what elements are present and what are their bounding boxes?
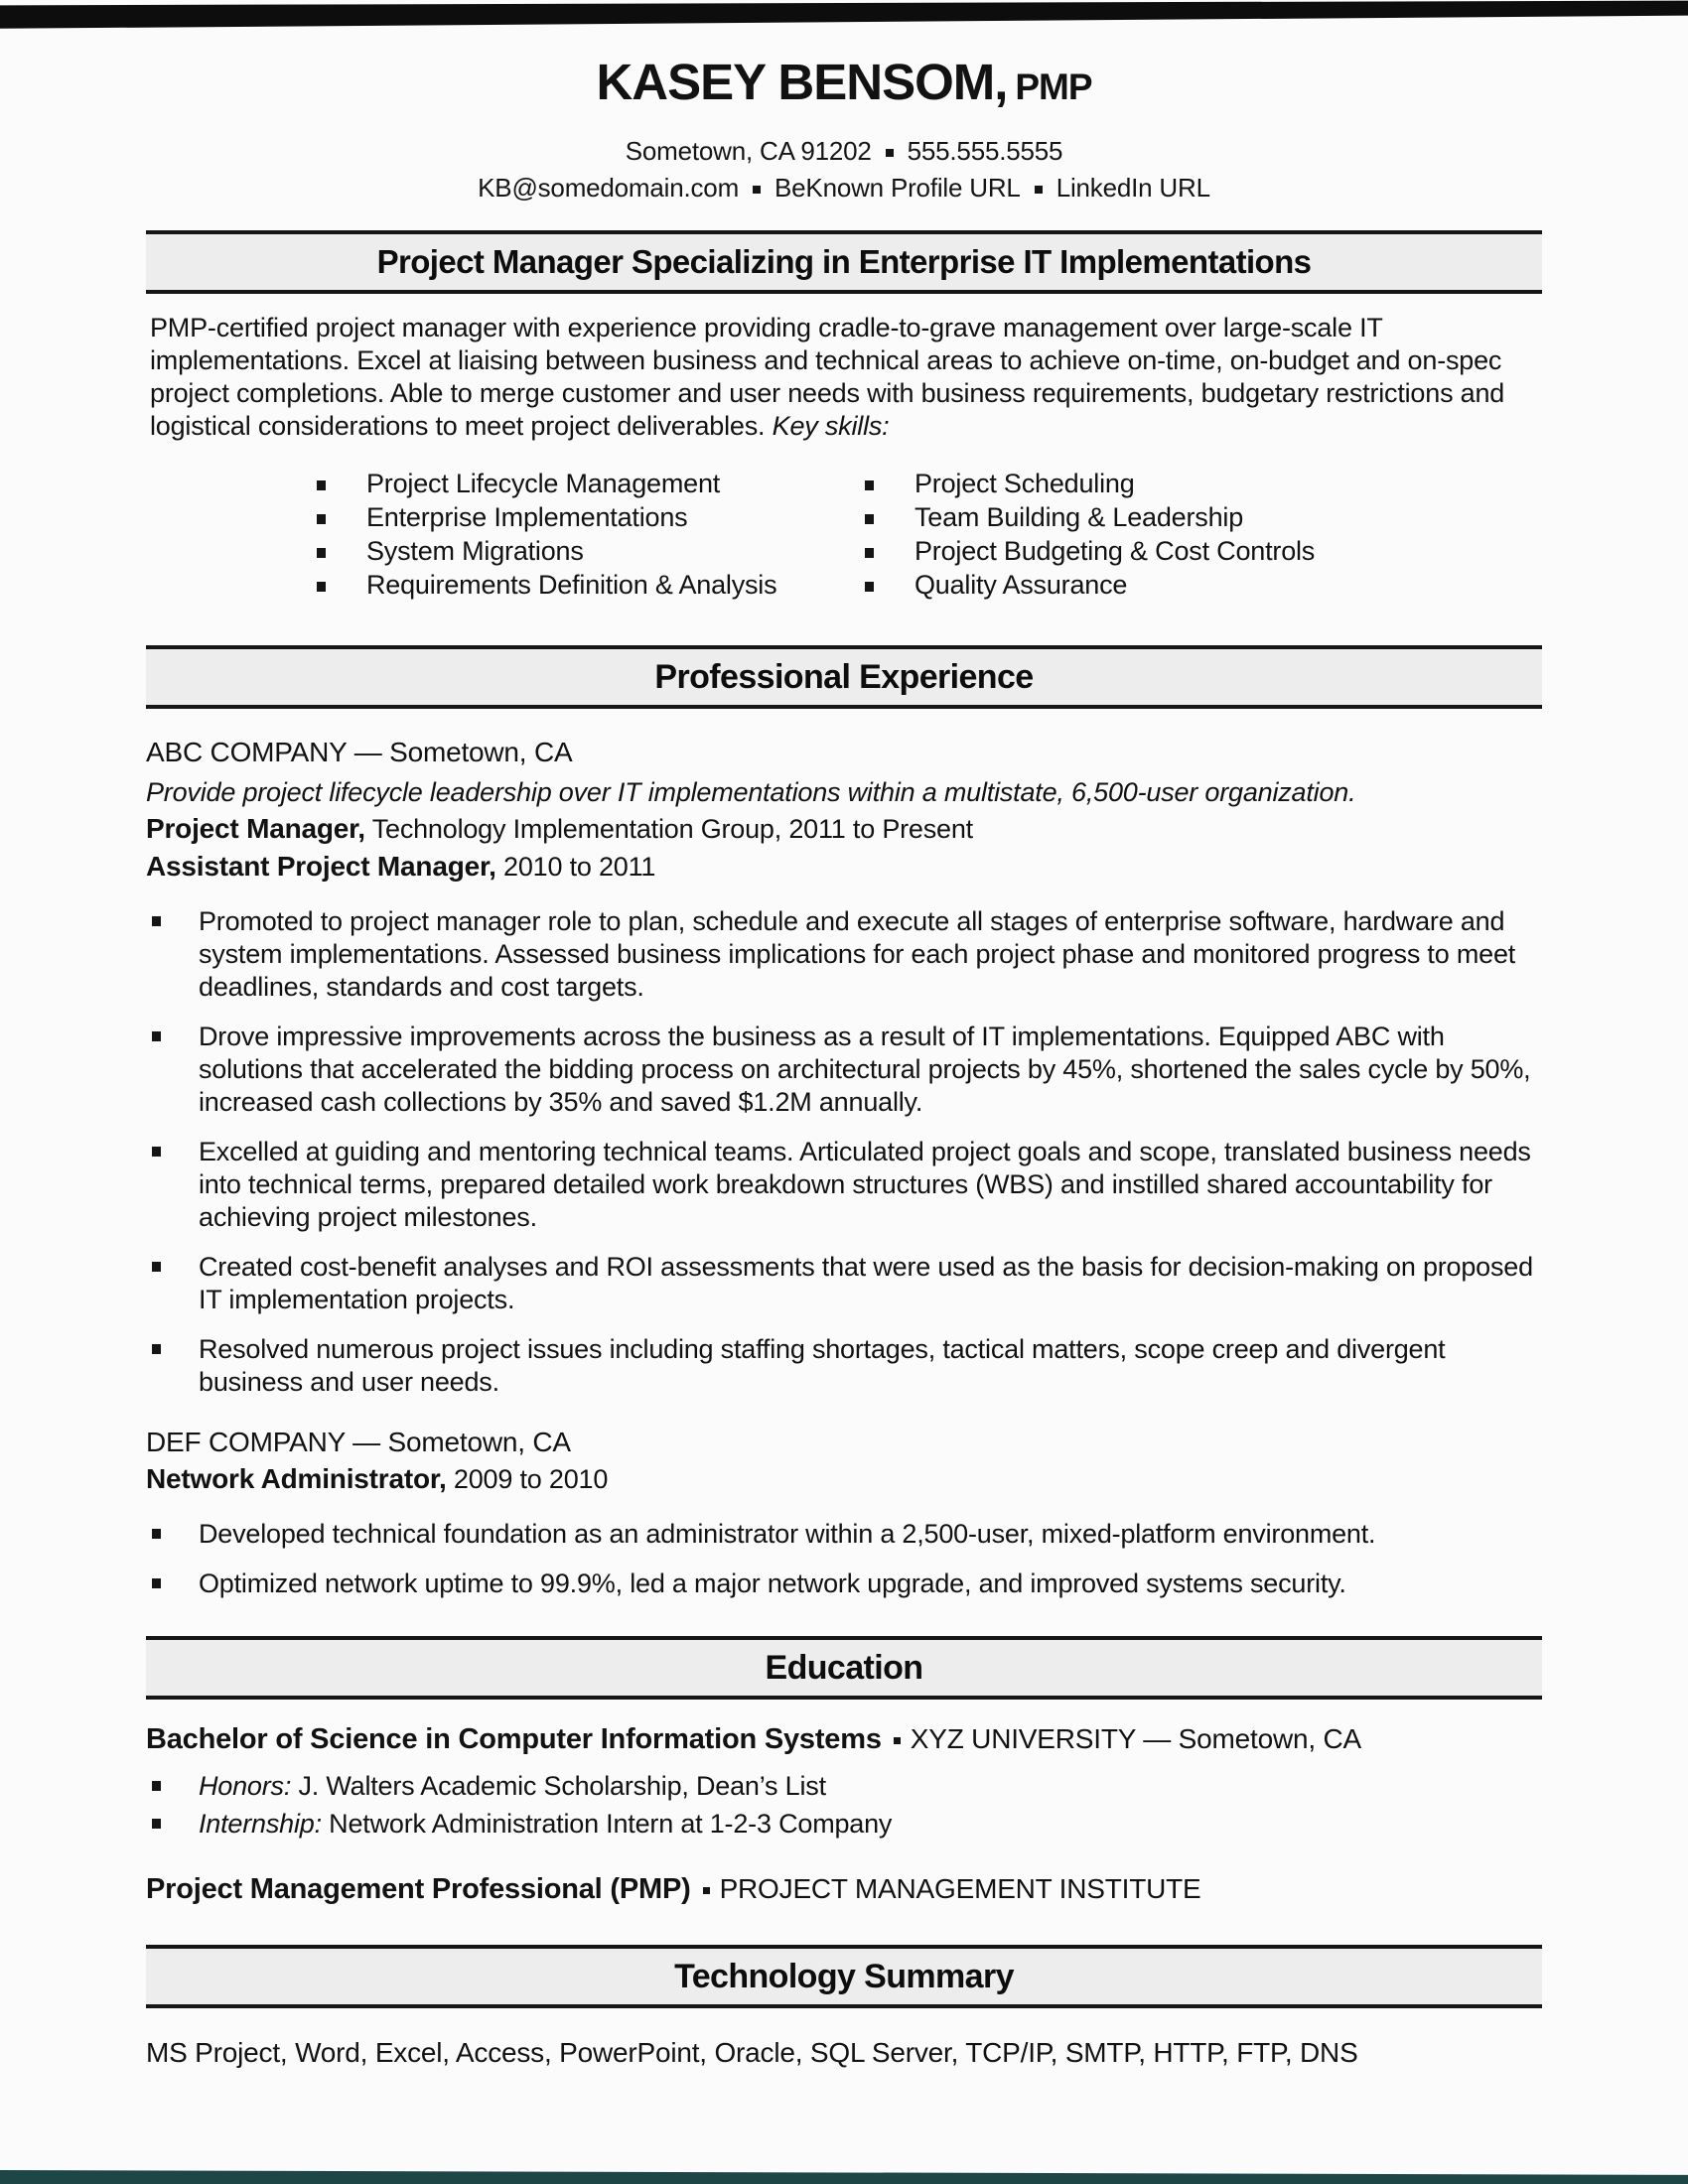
bullet-text: Excelled at guiding and mentoring technical teams. Articulated project goals and scope, translated business needs into technical terms, prepared detailed work breakdown structures (WBS) and instilled shared accountability for achieving project milestones. bbox=[199, 1137, 1531, 1232]
bullet-square-icon bbox=[865, 480, 874, 490]
skill-item bbox=[317, 568, 865, 602]
skill-label: Project Lifecycle Management bbox=[366, 469, 721, 498]
summary-text: PMP-certified project manager with experience providing cradle-to-grave management over large-scale IT implementations. Excel at liaising between business and technical areas to achieve on-time, on-budget and on-spec project completions. Able to merge customer and user needs with business requirements, budgetary restrictions and logistical considerations to meet project deliverables. bbox=[150, 313, 1505, 441]
bullet-lead-label: Honors: bbox=[199, 1771, 292, 1801]
role-title: Assistant Project Manager, bbox=[146, 851, 496, 882]
list-item bbox=[146, 1333, 1542, 1399]
linkedin-text: LinkedIn URL bbox=[1055, 173, 1210, 203]
bullet-square-icon bbox=[317, 514, 326, 524]
bullet-square-icon bbox=[152, 1262, 161, 1272]
bullet-square-icon bbox=[317, 582, 326, 592]
list-item bbox=[146, 1807, 1542, 1842]
role-title: Project Manager, bbox=[146, 813, 365, 844]
role-detail: Technology Implementation Group, 2011 to Present bbox=[364, 814, 973, 844]
bullet-text: Promoted to project manager role to plan, schedule and execute all stages of enterprise software, hardware and system implementations. Assessed business implications for each project phase and monitored progress to meet deadlines, standards and cost targets. bbox=[199, 906, 1516, 1002]
skills-column-1 bbox=[317, 467, 865, 602]
degree-title: Bachelor of Science in Computer Information Systems bbox=[146, 1723, 882, 1755]
skill-item bbox=[865, 500, 1315, 534]
list-item bbox=[146, 1769, 1542, 1804]
bullet-square-icon bbox=[317, 480, 326, 490]
bullet-square-icon bbox=[865, 548, 874, 558]
location-text: Sometown, CA 91202 bbox=[625, 136, 872, 166]
separator-square-icon bbox=[894, 1737, 901, 1744]
list-item bbox=[146, 1568, 1542, 1600]
skill-item bbox=[865, 467, 1315, 500]
skill-label: Quality Assurance bbox=[914, 570, 1128, 600]
role-title: Network Administrator, bbox=[146, 1463, 447, 1494]
bullet-square-icon bbox=[152, 1529, 161, 1539]
email-text: KB@somedomain.com bbox=[478, 173, 740, 203]
skill-item bbox=[865, 568, 1315, 602]
section-header-experience: Professional Experience bbox=[146, 645, 1542, 709]
separator-square-icon bbox=[1035, 186, 1043, 194]
bullet-square-icon bbox=[152, 1781, 161, 1791]
experience-bullet-list bbox=[146, 905, 1542, 1399]
skill-label: Project Scheduling bbox=[914, 469, 1135, 498]
summary-key-skills-label: Key skills: bbox=[772, 411, 890, 441]
contact-line-1 bbox=[146, 133, 1542, 170]
certification-title: Project Management Professional (PMP) bbox=[146, 1873, 691, 1905]
bullet-text: Optimized network uptime to 99.9%, led a major network upgrade, and improved systems security. bbox=[199, 1569, 1346, 1598]
bullet-square-icon bbox=[152, 1344, 161, 1354]
skill-label: System Migrations bbox=[366, 536, 584, 566]
education-bullet-list bbox=[146, 1769, 1542, 1842]
certification-line bbox=[146, 1869, 1542, 1909]
technology-items: MS Project, Word, Excel, Access, PowerPoint, Oracle, SQL Server, TCP/IP, SMTP, HTTP, FTP, DNS bbox=[146, 2037, 1358, 2068]
separator-square-icon bbox=[753, 186, 761, 194]
skill-item bbox=[317, 534, 865, 568]
role-line bbox=[146, 810, 1542, 848]
bullet-text: Drove impressive improvements across the business as a result of IT implementations. Equipped ABC with solutions that accelerated the bidding process on architectural projects by 45%, shortened the sales cycle by 50%, increased cash collections by 35% and saved $1.2M annually. bbox=[199, 1022, 1531, 1117]
bullet-square-icon bbox=[152, 1031, 161, 1041]
experience-bullet-list bbox=[146, 1518, 1542, 1600]
section-header-education: Education bbox=[146, 1636, 1542, 1700]
degree-line bbox=[146, 1719, 1542, 1759]
section-header-technology: Technology Summary bbox=[146, 1945, 1542, 2008]
beknown-profile-text: BeKnown Profile URL bbox=[774, 173, 1021, 203]
certification-issuer: PROJECT MANAGEMENT INSTITUTE bbox=[719, 1873, 1201, 1904]
list-item bbox=[146, 1021, 1542, 1119]
skill-label: Project Budgeting & Cost Controls bbox=[914, 536, 1316, 566]
role-line bbox=[146, 1460, 1542, 1498]
skill-label: Team Building & Leadership bbox=[914, 502, 1244, 532]
list-item bbox=[146, 1518, 1542, 1551]
bullet-square-icon bbox=[865, 514, 874, 524]
key-skills-list bbox=[146, 467, 1542, 602]
skill-label: Requirements Definition & Analysis bbox=[366, 570, 777, 600]
skill-item bbox=[317, 467, 865, 500]
separator-square-icon bbox=[886, 149, 894, 157]
bullet-square-icon bbox=[152, 1578, 161, 1588]
bullet-text: Resolved numerous project issues including staffing shortages, tactical matters, scope creep and divergent business and user needs. bbox=[199, 1334, 1446, 1397]
bullet-text: Created cost-benefit analyses and ROI assessments that were used as the basis for decision-making on proposed IT implementation projects. bbox=[199, 1252, 1533, 1314]
bullet-text: Network Administration Intern at 1-2-3 Company bbox=[321, 1809, 893, 1839]
candidate-credential: PMP bbox=[1015, 67, 1092, 107]
role-detail: 2009 to 2010 bbox=[446, 1464, 609, 1494]
candidate-name: KASEY BENSOM, bbox=[596, 54, 1008, 110]
company-tagline: Provide project lifecycle leadership over IT implementations within a multistate, 6,500-user organization. bbox=[146, 777, 1356, 807]
separator-square-icon bbox=[703, 1887, 710, 1894]
list-item bbox=[146, 905, 1542, 1004]
bullet-square-icon bbox=[152, 1819, 161, 1829]
headline-bar: Project Manager Specializing in Enterprise IT Implementations bbox=[146, 230, 1542, 294]
list-item bbox=[146, 1251, 1542, 1316]
role-line bbox=[146, 848, 1542, 886]
list-item bbox=[146, 1136, 1542, 1234]
summary-paragraph bbox=[150, 312, 1542, 443]
bullet-text: Developed technical foundation as an administrator within a 2,500-user, mixed-platform environment. bbox=[199, 1519, 1376, 1549]
bullet-lead-label: Internship: bbox=[199, 1809, 322, 1839]
school-name: XYZ UNIVERSITY — Sometown, CA bbox=[910, 1723, 1362, 1754]
page-title bbox=[146, 52, 1542, 119]
bullet-square-icon bbox=[865, 582, 874, 592]
contact-line-2 bbox=[146, 170, 1542, 206]
skills-column-2 bbox=[865, 467, 1315, 602]
bullet-square-icon bbox=[317, 548, 326, 558]
skill-item bbox=[865, 534, 1315, 568]
role-detail: 2010 to 2011 bbox=[495, 852, 656, 882]
company-name: DEF COMPANY — Sometown, CA bbox=[146, 1427, 571, 1457]
company-name: ABC COMPANY — Sometown, CA bbox=[146, 737, 573, 767]
phone-text: 555.555.5555 bbox=[907, 136, 1063, 166]
bottom-teal-scan-bar bbox=[0, 2170, 1688, 2184]
skill-label: Enterprise Implementations bbox=[366, 502, 688, 532]
bullet-square-icon bbox=[152, 916, 161, 926]
bullet-square-icon bbox=[152, 1147, 161, 1157]
bullet-text: J. Walters Academic Scholarship, Dean’s List bbox=[291, 1771, 826, 1801]
skill-item bbox=[317, 500, 865, 534]
